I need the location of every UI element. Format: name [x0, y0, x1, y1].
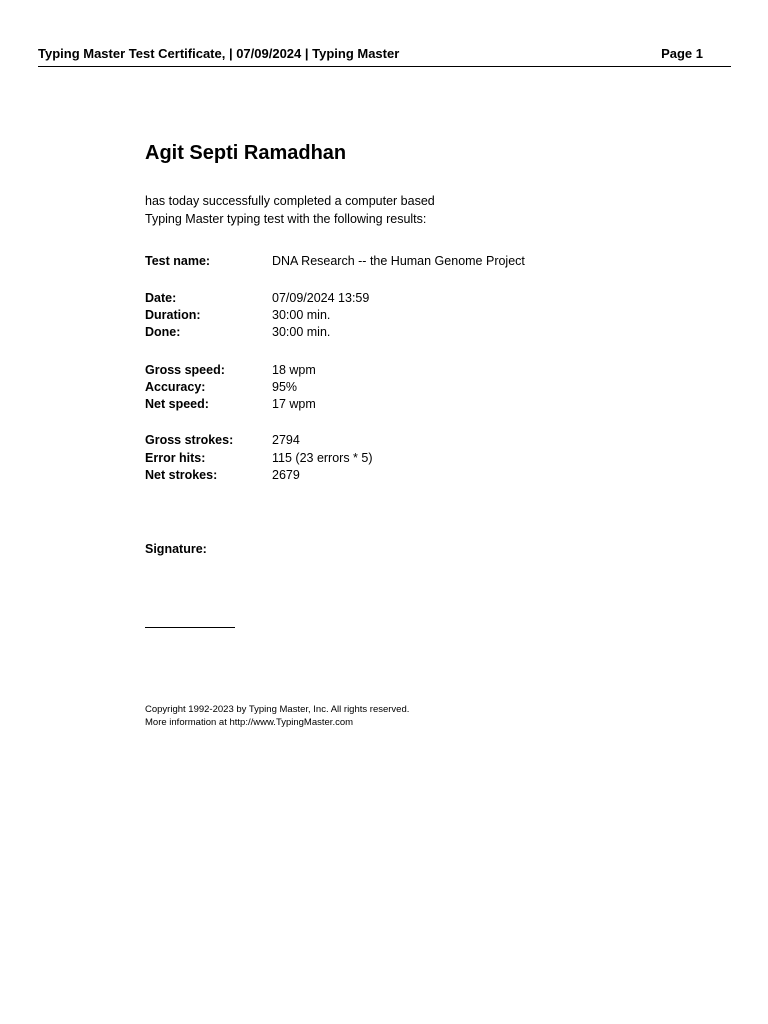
certificate-intro [145, 192, 435, 228]
header-title: Typing Master Test Certificate, | 07/09/2024 | Typing Master [38, 46, 400, 61]
net-speed-value: 17 wpm [272, 397, 316, 411]
page-number: Page 1 [661, 46, 703, 61]
signature-label: Signature: [145, 542, 207, 556]
duration-label: Duration: [145, 308, 201, 322]
gross-strokes-label: Gross strokes: [145, 433, 234, 447]
certificate-holder-name: Agit Septi Ramadhan [145, 142, 347, 164]
more-info-text: More information at http://www.TypingMaster.com [145, 717, 354, 728]
signature-line [145, 627, 235, 628]
test-name-value: DNA Research -- the Human Genome Project [272, 254, 525, 268]
page-footer [145, 703, 409, 729]
test-name-label: Test name: [145, 254, 211, 268]
net-strokes-value: 2679 [272, 468, 300, 482]
accuracy-label: Accuracy: [145, 380, 206, 394]
intro-line-2: Typing Master typing test with the following results: [145, 212, 427, 226]
net-strokes-label: Net strokes: [145, 468, 218, 482]
duration-value: 30:00 min. [272, 308, 331, 322]
accuracy-value: 95% [272, 380, 298, 394]
intro-line-1: has today successfully completed a computer based [145, 194, 435, 208]
done-value: 30:00 min. [272, 325, 331, 339]
done-label: Done: [145, 325, 181, 339]
gross-speed-label: Gross speed: [145, 363, 225, 377]
copyright-text: Copyright 1992-2023 by Typing Master, Inc. All rights reserved. [145, 704, 410, 715]
net-speed-label: Net speed: [145, 397, 209, 411]
date-label: Date: [145, 291, 177, 305]
gross-strokes-value: 2794 [272, 433, 300, 447]
gross-speed-value: 18 wpm [272, 363, 316, 377]
error-hits-label: Error hits: [145, 451, 206, 465]
page-header [38, 46, 731, 67]
date-value: 07/09/2024 13:59 [272, 291, 370, 305]
error-hits-value: 115 (23 errors * 5) [272, 451, 373, 465]
